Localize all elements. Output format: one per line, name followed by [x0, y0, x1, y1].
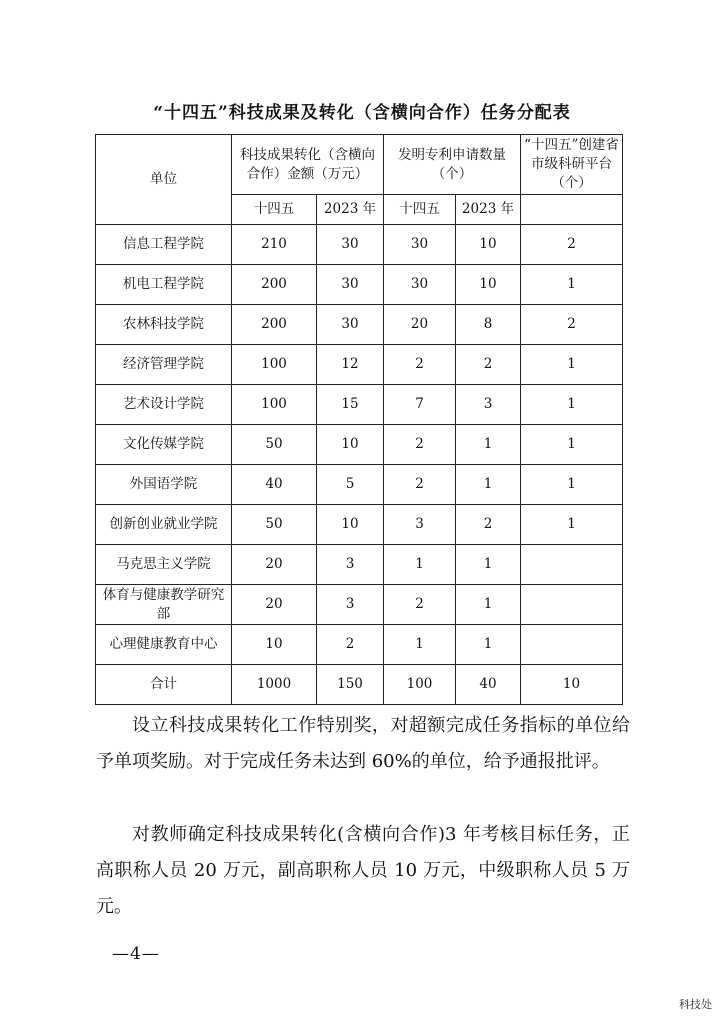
cell-platform: 10 — [521, 665, 623, 705]
header-patent-count: 发明专利申请数量（个） — [384, 135, 521, 195]
cell-platform: 2 — [521, 225, 623, 265]
header-transfer-amount: 科技成果转化（含横向合作）金额（万元） — [232, 135, 384, 195]
total-row — [96, 665, 623, 705]
cell-transfer-2023: 12 — [317, 345, 384, 385]
subheader-patent-14th: 十四五 — [384, 195, 456, 225]
unit-name: 体育与健康教学研究部 — [96, 585, 232, 625]
paragraph-teacher-targets: 对教师确定科技成果转化(含横向合作)3 年考核目标任务，正高职称人员 20 万元，副高职称人员 10 万元，中级职称人员 5 万元。 — [96, 824, 630, 917]
table-row — [96, 265, 623, 305]
cell-transfer-14th: 100 — [232, 345, 317, 385]
cell-patent-2023: 2 — [456, 345, 521, 385]
cell-platform: 1 — [521, 385, 623, 425]
page-number: —4— — [112, 944, 160, 964]
cell-transfer-14th: 50 — [232, 425, 317, 465]
cell-transfer-14th: 210 — [232, 225, 317, 265]
cell-patent-2023: 1 — [456, 545, 521, 585]
cell-patent-2023: 8 — [456, 305, 521, 345]
cell-patent-14th: 30 — [384, 225, 456, 265]
unit-name: 经济管理学院 — [96, 345, 232, 385]
cell-patent-14th: 2 — [384, 465, 456, 505]
cell-transfer-14th: 1000 — [232, 665, 317, 705]
unit-name: 文化传媒学院 — [96, 425, 232, 465]
cell-patent-2023: 40 — [456, 665, 521, 705]
cell-patent-2023: 2 — [456, 505, 521, 545]
cell-transfer-14th: 10 — [232, 625, 317, 665]
table-row — [96, 585, 623, 625]
watermark: 科技处 — [679, 998, 712, 1011]
cell-patent-14th: 1 — [384, 545, 456, 585]
paragraph-special-award: 设立科技成果转化工作特别奖，对超额完成任务指标的单位给予单项奖励。对于完成任务未达到 60%的单位，给予通报批评。 — [96, 715, 630, 772]
table-row — [96, 225, 623, 265]
cell-platform: 1 — [521, 265, 623, 305]
unit-name: 艺术设计学院 — [96, 385, 232, 425]
cell-patent-14th: 30 — [384, 265, 456, 305]
unit-name: 外国语学院 — [96, 465, 232, 505]
cell-platform: 1 — [521, 345, 623, 385]
cell-patent-14th: 1 — [384, 625, 456, 665]
cell-transfer-14th: 200 — [232, 305, 317, 345]
cell-platform — [521, 625, 623, 665]
table-row — [96, 385, 623, 425]
subheader-transfer-2023: 2023 年 — [317, 195, 384, 225]
cell-transfer-2023: 30 — [317, 225, 384, 265]
cell-transfer-2023: 15 — [317, 385, 384, 425]
table-row — [96, 345, 623, 385]
table-row — [96, 625, 623, 665]
cell-platform: 1 — [521, 505, 623, 545]
cell-transfer-2023: 30 — [317, 265, 384, 305]
unit-name: 马克思主义学院 — [96, 545, 232, 585]
cell-transfer-2023: 3 — [317, 585, 384, 625]
cell-transfer-14th: 200 — [232, 265, 317, 305]
table-row — [96, 465, 623, 505]
subheader-transfer-14th: 十四五 — [232, 195, 317, 225]
cell-transfer-2023: 150 — [317, 665, 384, 705]
cell-patent-2023: 1 — [456, 625, 521, 665]
table-row — [96, 505, 623, 545]
subheader-patent-2023: 2023 年 — [456, 195, 521, 225]
header-row — [96, 135, 623, 195]
cell-transfer-14th: 40 — [232, 465, 317, 505]
cell-patent-2023: 1 — [456, 425, 521, 465]
allocation-table — [95, 134, 623, 705]
cell-transfer-2023: 3 — [317, 545, 384, 585]
table-row — [96, 425, 623, 465]
cell-patent-2023: 10 — [456, 265, 521, 305]
cell-platform — [521, 545, 623, 585]
cell-transfer-2023: 5 — [317, 465, 384, 505]
unit-name: 机电工程学院 — [96, 265, 232, 305]
cell-patent-14th: 100 — [384, 665, 456, 705]
table-row — [96, 545, 623, 585]
cell-transfer-2023: 10 — [317, 425, 384, 465]
unit-name: 创新创业就业学院 — [96, 505, 232, 545]
cell-platform — [521, 585, 623, 625]
cell-patent-2023: 10 — [456, 225, 521, 265]
cell-transfer-14th: 20 — [232, 585, 317, 625]
cell-patent-14th: 2 — [384, 425, 456, 465]
unit-name: 农林科技学院 — [96, 305, 232, 345]
cell-transfer-14th: 50 — [232, 505, 317, 545]
cell-patent-2023: 1 — [456, 585, 521, 625]
cell-transfer-14th: 20 — [232, 545, 317, 585]
cell-patent-14th: 20 — [384, 305, 456, 345]
table-title: “十四五”科技成果及转化（含横向合作）任务分配表 — [153, 103, 571, 123]
total-label: 合计 — [96, 665, 232, 705]
cell-transfer-14th: 100 — [232, 385, 317, 425]
cell-patent-14th: 3 — [384, 505, 456, 545]
header-platform-count: “十四五”创建省市级科研平台（个） — [521, 135, 623, 195]
cell-transfer-2023: 30 — [317, 305, 384, 345]
cell-patent-14th: 2 — [384, 345, 456, 385]
cell-platform: 2 — [521, 305, 623, 345]
cell-patent-2023: 1 — [456, 465, 521, 505]
cell-patent-14th: 2 — [384, 585, 456, 625]
cell-platform: 1 — [521, 425, 623, 465]
cell-transfer-2023: 2 — [317, 625, 384, 665]
unit-name: 信息工程学院 — [96, 225, 232, 265]
table-row — [96, 305, 623, 345]
unit-name: 心理健康教育中心 — [96, 625, 232, 665]
cell-platform: 1 — [521, 465, 623, 505]
cell-patent-14th: 7 — [384, 385, 456, 425]
cell-patent-2023: 3 — [456, 385, 521, 425]
header-unit: 单位 — [96, 135, 232, 225]
cell-transfer-2023: 10 — [317, 505, 384, 545]
subheader-platform-empty — [521, 195, 623, 225]
